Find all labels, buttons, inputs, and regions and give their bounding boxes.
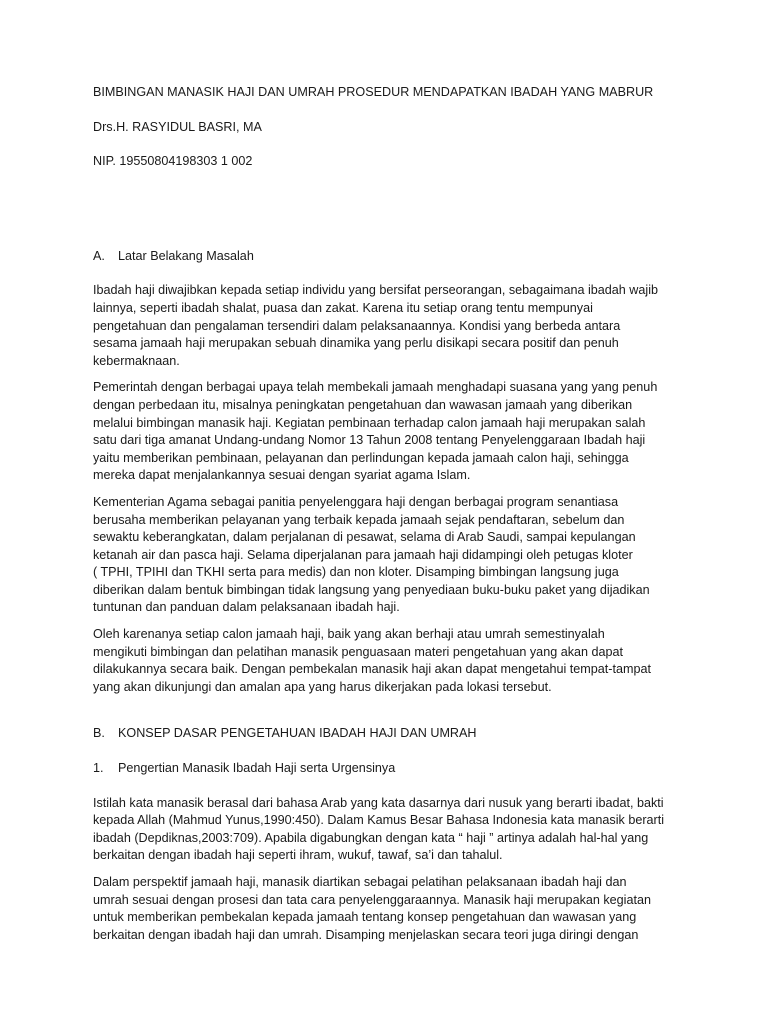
section-b-number: B. (93, 726, 105, 741)
text-line: Kementerian Agama sebagai panitia penyelenggara haji dengan berbagai program senantiasa (93, 494, 619, 509)
text-line: Pemerintah dengan berbagai upaya telah membekali jamaah menghadapi suasana yang yang penuh (93, 380, 658, 395)
section-a-heading (93, 248, 683, 266)
text-line: mengikuti bimbingan dan pelatihan manasik penguasaan materi pengetahuan yang akan dapat (93, 644, 624, 659)
text-line: dengan perbedaan itu, misalnya peningkatan pengetahuan dan wawasan jamaah yang diberikan (93, 397, 633, 412)
paragraph (93, 379, 683, 485)
text-line: Istilah kata manasik berasal dari bahasa Arab yang kata dasarnya dari nusuk yang berarti ibadat, bakti (93, 795, 664, 810)
text-line: dilakukannya secara baik. Dengan pembekalan manasik haji akan dapat mengetahui tempat-tampat (93, 662, 651, 677)
section-b-title: KONSEP DASAR PENGETAHUAN IBADAH HAJI DAN UMRAH (118, 726, 477, 741)
text-line: berkaitan dengan ibadah haji seperti ihram, wukuf, tawaf, sa’i dan tahalul. (93, 848, 503, 863)
text-line: Ibadah haji diwajibkan kepada setiap individu yang bersifat perseorangan, sebagaimana ibadah wajib (93, 283, 659, 298)
text-line: kebermaknaan. (93, 353, 180, 368)
text-line: berkaitan dengan ibadah haji dan umrah. Disamping menjelaskan secara teori juga diringi dengan (93, 927, 639, 942)
text-line: sewaktu keberangkatan, dalam perjalanan di pesawat, selama di Arab Saudi, sampai kepulangan (93, 530, 636, 545)
text-line: umrah sesuai dengan prosesi dan tata cara penyelenggaraannya. Manasik haji merupakan kegiatan (93, 892, 651, 907)
document-body (93, 84, 683, 953)
section-a-title: Latar Belakang Masalah (118, 248, 254, 263)
paragraph (93, 282, 683, 370)
text-line: berusaha memberikan pelayanan yang terbaik kepada jamaah sejak pendaftaran, sebelum dan (93, 512, 625, 527)
section-a-number: A. (93, 248, 105, 263)
paragraph (93, 494, 683, 617)
text-line: ketanah air dan pasca haji. Selama diperjalanan para jamaah haji didampingi oleh petugas kloter (93, 547, 633, 562)
text-line: diberikan dalam bentuk bimbingan tidak langsung yang penyediaan buku-buku paket yang dijadikan (93, 582, 650, 597)
text-line: yang akan dikunjungi dan amalan apa yang harus dikerjakan pada lokasi tersebut. (93, 679, 552, 694)
text-line: ibadah (Depdiknas,2003:709). Apabila digabungkan dengan kata “ haji ” artinya adalah hal-hal yang (93, 830, 649, 845)
text-line: tuntunan dan panduan dalam pelaksanaan ibadah haji. (93, 600, 400, 615)
paragraph (93, 795, 683, 865)
author-name: Drs.H. RASYIDUL BASRI, MA (93, 119, 262, 134)
subsection-1-number: 1. (93, 761, 104, 776)
text-line: lainnya, seperti ibadah shalat, puasa dan zakat. Karena itu setiap orang tentu mempunyai (93, 300, 593, 315)
text-line: pengetahuan dan pengalaman tersendiri dalam pelaksanaannya. Kondisi yang berbeda antara (93, 318, 621, 333)
text-line: mereka dapat menjalankannya sesuai dengan syariat agama Islam. (93, 468, 471, 483)
section-b-heading (93, 725, 683, 743)
text-line: untuk memberikan pembekalan kepada jamaah tentang konsep pengetahuan dan wawasan yang (93, 910, 637, 925)
paragraph (93, 874, 683, 944)
document-title: BIMBINGAN MANASIK HAJI DAN UMRAH PROSEDUR MENDAPATKAN IBADAH YANG MABRUR (93, 85, 654, 99)
text-line: kepada Allah (Mahmud Yunus,1990:450). Dalam Kamus Besar Bahasa Indonesia kata manasik berarti (93, 813, 665, 828)
text-line: melalui bimbingan manasik haji. Kegiatan pembinaan terhadap calon jamaah haji merupakan salah (93, 415, 646, 430)
text-line: satu dari tiga amanat Undang-undang Nomor 13 Tahun 2008 tentang Penyelenggaraan Ibadah haji (93, 433, 646, 448)
paragraph (93, 626, 683, 696)
text-line: sesama jamaah haji merupakan sebuah dinamika yang perlu disikapi secara positif dan penuh (93, 336, 619, 351)
spacer (93, 705, 683, 725)
text-line: yaitu memberikan pembinaan, pelayanan dan perlindungan kepada jamaah calon haji, sehingga (93, 450, 629, 465)
subsection-1-heading (93, 760, 683, 778)
text-line: ( TPHI, TPIHI dan TKHI serta para medis) dan non kloter. Disamping bimbingan langsung juga (93, 565, 619, 580)
text-line: Dalam perspektif jamaah haji, manasik diartikan sebagai pelatihan pelaksanaan ibadah haji dan (93, 875, 627, 889)
subsection-1-title: Pengertian Manasik Ibadah Haji serta Urgensinya (118, 761, 396, 776)
spacer (93, 188, 683, 248)
author-nip: NIP. 19550804198303 1 002 (93, 154, 253, 169)
text-line: Oleh karenanya setiap calon jamaah haji, baik yang akan berhaji atau umrah semestinyalah (93, 627, 605, 642)
